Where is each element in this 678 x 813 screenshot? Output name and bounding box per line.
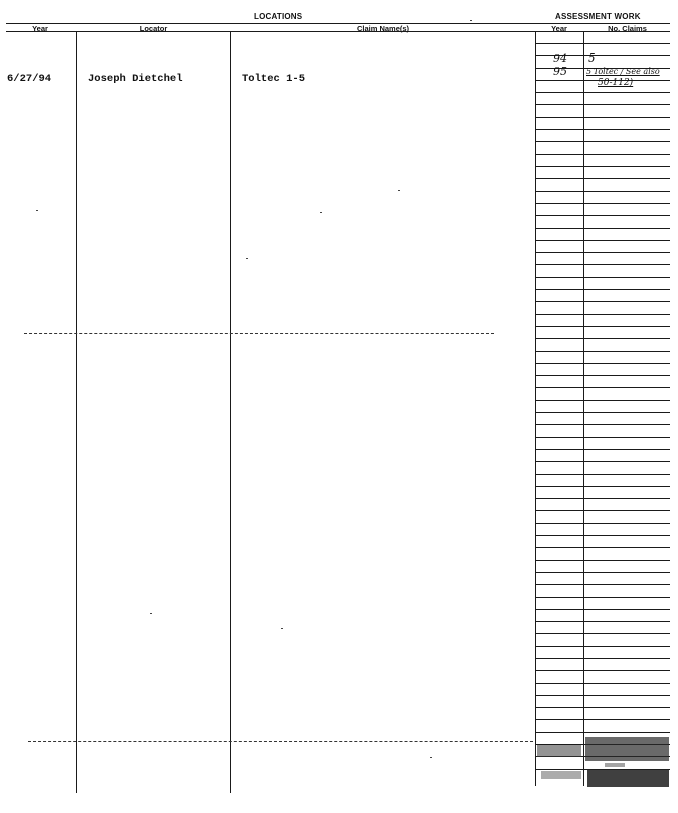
aw-ruled-line: [536, 178, 670, 179]
aw-claims-cell: 5 Toltec / See also: [586, 67, 660, 76]
aw-ruled-line: [536, 387, 670, 388]
aw-ruled-line: [536, 326, 670, 327]
aw-ruled-line: [536, 424, 670, 425]
aw-ruled-line: [536, 363, 670, 364]
aw-claims-note: 50-112): [598, 78, 634, 88]
assessment-work-section-title: ASSESSMENT WORK: [555, 12, 641, 21]
scan-artifact-smudge: [535, 735, 671, 795]
aw-ruled-line: [536, 277, 670, 278]
aw-ruled-line: [536, 375, 670, 376]
scan-speck: [246, 258, 248, 259]
aw-ruled-line: [536, 584, 670, 585]
section-divider-dashed-lower: [28, 741, 533, 742]
aw-ruled-line: [536, 719, 670, 720]
aw-ruled-line: [536, 43, 670, 44]
scan-speck: [430, 757, 432, 758]
column-header-aw-no-claims: No. Claims: [608, 24, 647, 33]
aw-ruled-line: [536, 141, 670, 142]
aw-ruled-line: [536, 572, 670, 573]
aw-ruled-line: [536, 474, 670, 475]
aw-ruled-line: [536, 695, 670, 696]
aw-ruled-line: [536, 412, 670, 413]
location-locator-cell: Joseph Dietchel: [88, 73, 183, 85]
aw-ruled-line: [536, 191, 670, 192]
column-divider-year: [76, 31, 77, 793]
aw-ruled-line: [536, 670, 670, 671]
aw-ruled-line: [536, 264, 670, 265]
aw-ruled-line: [536, 166, 670, 167]
aw-ruled-line: [536, 621, 670, 622]
scan-speck: [150, 613, 152, 614]
aw-claims-cell: 5: [588, 51, 596, 65]
aw-ruled-line: [536, 240, 670, 241]
column-header-claim-names: Claim Name(s): [356, 24, 410, 33]
aw-ruled-line: [536, 203, 670, 204]
scan-speck: [36, 210, 38, 211]
scan-speck: [470, 20, 472, 21]
aw-ruled-line: [536, 732, 670, 733]
aw-ruled-line: [536, 338, 670, 339]
aw-ruled-line: [536, 351, 670, 352]
scan-speck: [281, 628, 283, 629]
aw-year-cell: 94: [553, 52, 567, 65]
aw-ruled-line: [536, 104, 670, 105]
column-header-aw-year: Year: [551, 24, 567, 33]
aw-ruled-line: [536, 314, 670, 315]
aw-ruled-line: [536, 510, 670, 511]
column-divider-aw-year: [583, 31, 584, 786]
aw-ruled-line: [536, 461, 670, 462]
column-header-locator: Locator: [139, 24, 168, 33]
scan-speck: [398, 190, 400, 191]
location-claim-name-cell: Toltec 1-5: [242, 73, 306, 85]
aw-ruled-line: [536, 117, 670, 118]
aw-ruled-line: [536, 547, 670, 548]
aw-year-cell: 95: [553, 65, 567, 78]
aw-ruled-line: [536, 228, 670, 229]
aw-ruled-line: [536, 486, 670, 487]
locations-section-title: LOCATIONS: [254, 12, 303, 21]
aw-ruled-line: [536, 646, 670, 647]
aw-ruled-line: [536, 449, 670, 450]
aw-ruled-line: [536, 400, 670, 401]
aw-ruled-line: [536, 129, 670, 130]
section-divider-dashed-upper: [24, 333, 494, 334]
aw-ruled-line: [536, 560, 670, 561]
column-divider-locator: [230, 31, 231, 793]
aw-ruled-line: [536, 683, 670, 684]
location-year-cell: 6/27/94: [7, 73, 52, 85]
aw-ruled-line: [536, 289, 670, 290]
column-header-year: Year: [32, 24, 48, 33]
aw-ruled-line: [536, 609, 670, 610]
aw-ruled-line: [536, 215, 670, 216]
scan-speck: [320, 212, 322, 213]
aw-ruled-line: [536, 658, 670, 659]
column-divider-claims: [535, 31, 536, 786]
aw-ruled-line: [536, 437, 670, 438]
aw-ruled-line: [536, 154, 670, 155]
aw-ruled-line: [536, 252, 670, 253]
aw-ruled-line: [536, 92, 670, 93]
aw-ruled-line: [536, 597, 670, 598]
aw-ruled-line: [536, 633, 670, 634]
aw-ruled-line: [536, 535, 670, 536]
aw-ruled-line: [536, 707, 670, 708]
aw-ruled-line: [536, 523, 670, 524]
aw-ruled-line: [536, 498, 670, 499]
aw-ruled-line: [536, 301, 670, 302]
